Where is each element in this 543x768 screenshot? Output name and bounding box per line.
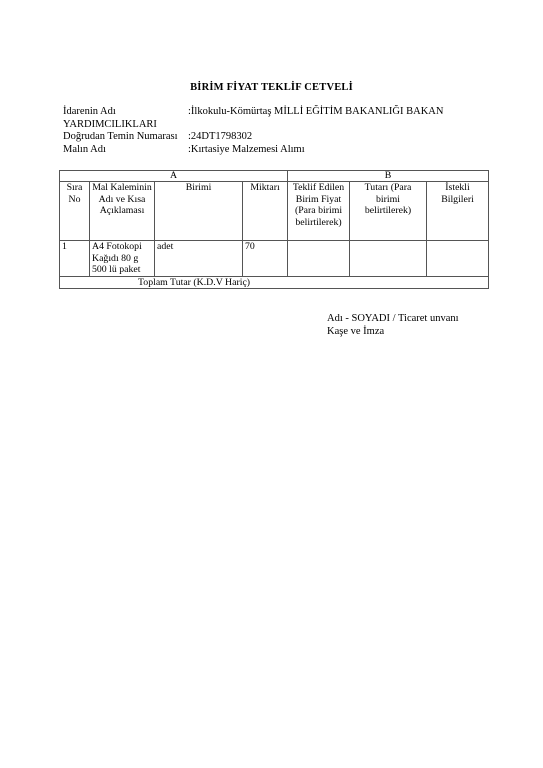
idare-value: :İlkokulu-Kömürtaş MİLLİ EĞİTİM BAKANLIĞI BAKAN [188,106,444,117]
col-header-istekli: İstekli Bilgileri [427,182,489,241]
mal-value: :Kırtasiye Malzemesi Alımı [188,143,305,155]
group-a-header: A [60,171,288,182]
cell-miktari: 70 [243,241,288,277]
cell-sira: 1 [60,241,90,277]
table-row [60,241,489,277]
cell-tutari[interactable] [350,241,427,277]
column-header-row [60,182,489,241]
col-header-sira: Sıra No [60,182,90,241]
col-header-birimi: Birimi [155,182,243,241]
idare-value-cont: YARDIMCILIKLARI [63,118,157,130]
col-header-mal: Mal Kaleminin Adı ve Kısa Açıklaması [90,182,155,241]
cell-teklif[interactable] [288,241,350,277]
col-header-tutari: Tutarı (Para birimi belirtilerek) [350,182,427,241]
info-row-mal [63,144,483,157]
temin-value: :24DT1798302 [188,131,253,143]
signature-name-title: Adı - SOYADI / Ticaret unvanı [327,313,459,324]
total-label: Toplam Tutar (K.D.V Hariç) [60,276,489,288]
group-header-row [60,171,489,182]
cell-istekli[interactable] [427,241,489,277]
temin-label: Doğrudan Temin Numarası [63,131,178,143]
price-offer-table [59,170,489,289]
col-header-teklif: Teklif Edilen Birim Fiyat (Para birimi belirtilerek) [288,182,350,241]
group-b-header: B [288,171,489,182]
signature-stamp: Kaşe ve İmza [327,326,385,337]
info-row-idare [63,106,483,119]
signature-block [327,312,459,338]
total-row [60,276,489,288]
cell-mal: A4 Fotokopi Kağıdı 80 g 500 lü paket [90,241,155,277]
idare-label: İdarenin Adı [63,106,116,117]
info-row-idare-cont [63,119,483,132]
mal-label: Malın Adı [63,143,106,155]
info-row-temin [63,131,483,144]
document-title: BİRİM FİYAT TEKLİF CETVELİ [190,82,353,93]
col-header-miktari: Miktarı [243,182,288,241]
info-block [63,106,483,156]
cell-birimi: adet [155,241,243,277]
